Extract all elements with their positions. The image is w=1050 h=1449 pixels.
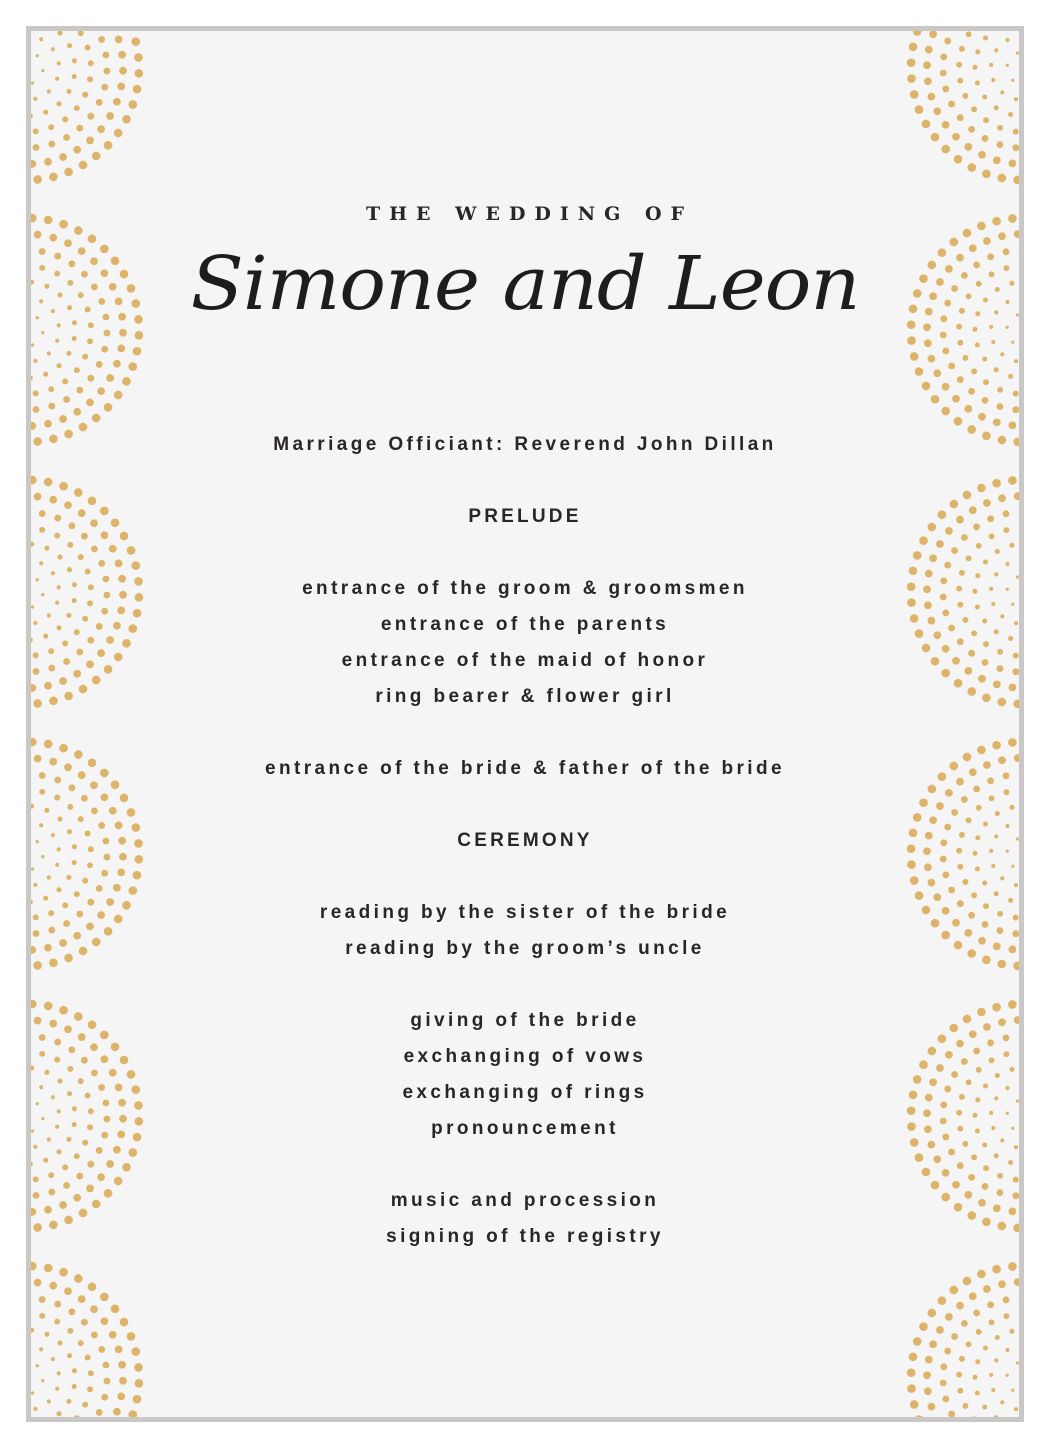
section-heading-prelude: PRELUDE — [468, 506, 582, 527]
list-item: exchanging of rings — [402, 1082, 648, 1103]
couple-names: Simone and Leon — [190, 241, 860, 327]
wedding-program-card — [31, 31, 1019, 1417]
list-item: ring bearer & flower girl — [375, 686, 675, 707]
officiant-line: Marriage Officiant: Reverend John Dillan — [273, 434, 777, 455]
list-item: entrance of the groom & groomsmen — [302, 578, 748, 599]
section-heading-ceremony: CEREMONY — [457, 830, 593, 851]
list-item: signing of the registry — [386, 1226, 664, 1247]
list-item: music and procession — [390, 1190, 660, 1211]
list-item: reading by the sister of the bride — [319, 902, 731, 923]
list-item: giving of the bride — [410, 1010, 640, 1031]
list-item: entrance of the maid of honor — [341, 650, 709, 671]
list-item: exchanging of vows — [403, 1046, 647, 1067]
list-item: pronouncement — [431, 1118, 619, 1139]
list-item: entrance of the parents — [380, 614, 670, 635]
list-item: entrance of the bride & father of the bride — [265, 758, 785, 779]
list-item: reading by the groom’s uncle — [345, 938, 705, 959]
eyebrow-title: THE WEDDING OF — [365, 203, 694, 225]
